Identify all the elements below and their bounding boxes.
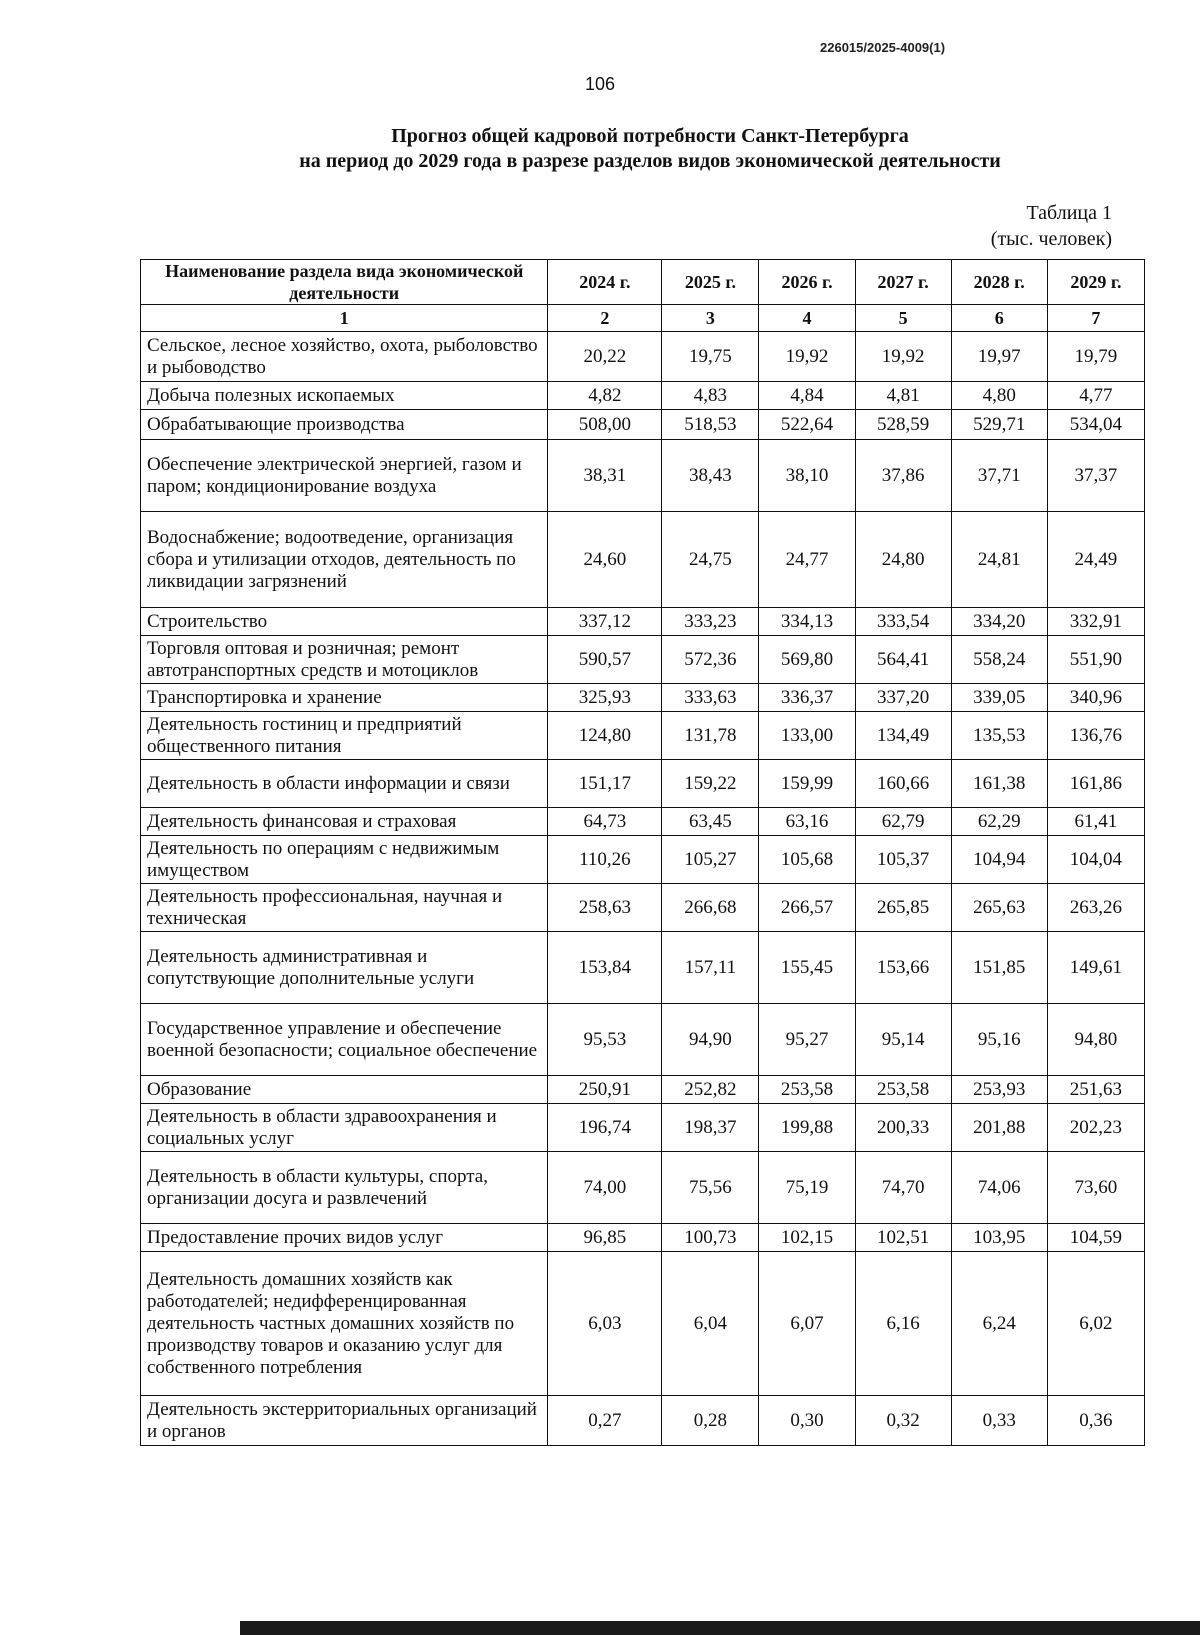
value-cell: 340,96 [1047,684,1144,712]
header-year: 2024 г. [548,260,662,305]
value-cell: 332,91 [1047,608,1144,636]
value-cell: 37,71 [951,440,1047,512]
value-cell: 266,57 [759,884,855,932]
value-cell: 104,04 [1047,836,1144,884]
scan-edge-bar [240,1621,1200,1635]
column-number: 6 [951,305,1047,332]
value-cell: 508,00 [548,410,662,440]
table-row [141,836,1145,884]
value-cell: 75,19 [759,1152,855,1224]
document-title [200,124,1100,174]
activity-name-cell: Торговля оптовая и розничная; ремонт автотранспортных средств и мотоциклов [141,636,548,684]
value-cell: 160,66 [855,760,951,808]
value-cell: 0,27 [548,1396,662,1446]
value-cell: 19,92 [855,332,951,382]
activity-name-cell: Транспортировка и хранение [141,684,548,712]
value-cell: 110,26 [548,836,662,884]
table-row [141,1396,1145,1446]
value-cell: 63,16 [759,808,855,836]
value-cell: 4,80 [951,382,1047,410]
header-year: 2028 г. [951,260,1047,305]
value-cell: 62,29 [951,808,1047,836]
value-cell: 253,93 [951,1076,1047,1104]
value-cell: 131,78 [662,712,759,760]
value-cell: 6,04 [662,1252,759,1396]
activity-name-cell: Образование [141,1076,548,1104]
value-cell: 24,81 [951,512,1047,608]
table-row [141,636,1145,684]
value-cell: 551,90 [1047,636,1144,684]
activity-name-cell: Деятельность профессиональная, научная и техническая [141,884,548,932]
value-cell: 105,37 [855,836,951,884]
activity-name-cell: Деятельность в области культуры, спорта, организации досуга и развлечений [141,1152,548,1224]
value-cell: 337,12 [548,608,662,636]
value-cell: 159,22 [662,760,759,808]
value-cell: 94,90 [662,1004,759,1076]
table-row [141,1152,1145,1224]
value-cell: 155,45 [759,932,855,1004]
value-cell: 4,81 [855,382,951,410]
activity-name-cell: Сельское, лесное хозяйство, охота, рыболовство и рыбоводство [141,332,548,382]
table-row [141,1252,1145,1396]
header-year: 2027 г. [855,260,951,305]
value-cell: 63,45 [662,808,759,836]
value-cell: 4,77 [1047,382,1144,410]
value-cell: 37,86 [855,440,951,512]
value-cell: 24,75 [662,512,759,608]
title-line-2: на период до 2029 года в разрезе разделов видов экономической деятельности [299,150,1001,172]
activity-name-cell: Деятельность домашних хозяйств как работодателей; недифференцированная деятельность частных домашних хозяйств по производству товаров и оказанию услуг для собственного потребления [141,1252,548,1396]
column-number: 2 [548,305,662,332]
value-cell: 134,49 [855,712,951,760]
value-cell: 569,80 [759,636,855,684]
column-numbers-row [141,305,1145,332]
value-cell: 151,85 [951,932,1047,1004]
column-number: 3 [662,305,759,332]
value-cell: 74,00 [548,1152,662,1224]
activity-name-cell: Деятельность административная и сопутствующие дополнительные услуги [141,932,548,1004]
table-row [141,932,1145,1004]
page-number: 106 [584,74,616,94]
value-cell: 24,60 [548,512,662,608]
value-cell: 265,63 [951,884,1047,932]
value-cell: 95,53 [548,1004,662,1076]
value-cell: 528,59 [855,410,951,440]
table-unit: (тыс. человек) [990,228,1112,250]
value-cell: 61,41 [1047,808,1144,836]
value-cell: 104,94 [951,836,1047,884]
value-cell: 95,16 [951,1004,1047,1076]
header-activity: Наименование раздела вида экономической деятельности [141,260,548,305]
value-cell: 102,15 [759,1224,855,1252]
value-cell: 6,03 [548,1252,662,1396]
value-cell: 159,99 [759,760,855,808]
value-cell: 161,86 [1047,760,1144,808]
value-cell: 135,53 [951,712,1047,760]
value-cell: 38,43 [662,440,759,512]
value-cell: 151,17 [548,760,662,808]
value-cell: 572,36 [662,636,759,684]
value-cell: 149,61 [1047,932,1144,1004]
value-cell: 6,02 [1047,1252,1144,1396]
value-cell: 94,80 [1047,1004,1144,1076]
value-cell: 6,07 [759,1252,855,1396]
activity-name-cell: Деятельность по операциям с недвижимым имуществом [141,836,548,884]
table-row [141,440,1145,512]
value-cell: 0,30 [759,1396,855,1446]
table-row [141,512,1145,608]
value-cell: 102,51 [855,1224,951,1252]
table-row [141,760,1145,808]
value-cell: 153,66 [855,932,951,1004]
table-row [141,1104,1145,1152]
value-cell: 100,73 [662,1224,759,1252]
value-cell: 201,88 [951,1104,1047,1152]
value-cell: 74,70 [855,1152,951,1224]
activity-name-cell: Деятельность в области здравоохранения и социальных услуг [141,1104,548,1152]
activity-name-cell: Водоснабжение; водоотведение, организация сбора и утилизации отходов, деятельность по ликвидации загрязнений [141,512,548,608]
value-cell: 590,57 [548,636,662,684]
value-cell: 325,93 [548,684,662,712]
value-cell: 19,97 [951,332,1047,382]
value-cell: 75,56 [662,1152,759,1224]
value-cell: 38,10 [759,440,855,512]
value-cell: 564,41 [855,636,951,684]
value-cell: 64,73 [548,808,662,836]
header-year: 2026 г. [759,260,855,305]
table-label: Таблица 1 [1026,202,1112,224]
value-cell: 24,77 [759,512,855,608]
value-cell: 157,11 [662,932,759,1004]
value-cell: 105,68 [759,836,855,884]
column-number: 7 [1047,305,1144,332]
value-cell: 6,16 [855,1252,951,1396]
value-cell: 124,80 [548,712,662,760]
value-cell: 74,06 [951,1152,1047,1224]
value-cell: 333,23 [662,608,759,636]
value-cell: 253,58 [855,1076,951,1104]
header-year: 2025 г. [662,260,759,305]
activity-name-cell: Строительство [141,608,548,636]
value-cell: 62,79 [855,808,951,836]
table-row [141,608,1145,636]
value-cell: 198,37 [662,1104,759,1152]
value-cell: 0,28 [662,1396,759,1446]
value-cell: 24,49 [1047,512,1144,608]
table-row [141,1224,1145,1252]
value-cell: 339,05 [951,684,1047,712]
value-cell: 37,37 [1047,440,1144,512]
value-cell: 19,79 [1047,332,1144,382]
value-cell: 38,31 [548,440,662,512]
value-cell: 253,58 [759,1076,855,1104]
value-cell: 19,92 [759,332,855,382]
table-row [141,1076,1145,1104]
value-cell: 263,26 [1047,884,1144,932]
table-row [141,332,1145,382]
value-cell: 250,91 [548,1076,662,1104]
value-cell: 0,33 [951,1396,1047,1446]
value-cell: 258,63 [548,884,662,932]
table-row [141,410,1145,440]
activity-name-cell: Обрабатывающие производства [141,410,548,440]
activity-name-cell: Деятельность экстерриториальных организаций и органов [141,1396,548,1446]
title-line-1: Прогноз общей кадровой потребности Санкт-Петербурга [391,125,909,147]
column-number: 5 [855,305,951,332]
value-cell: 333,54 [855,608,951,636]
value-cell: 334,20 [951,608,1047,636]
value-cell: 252,82 [662,1076,759,1104]
header-year: 2029 г. [1047,260,1144,305]
table-row [141,884,1145,932]
value-cell: 6,24 [951,1252,1047,1396]
value-cell: 202,23 [1047,1104,1144,1152]
document-id: 226015/2025-4009(1) [820,40,946,55]
value-cell: 104,59 [1047,1224,1144,1252]
value-cell: 153,84 [548,932,662,1004]
value-cell: 103,95 [951,1224,1047,1252]
value-cell: 333,63 [662,684,759,712]
value-cell: 95,27 [759,1004,855,1076]
value-cell: 265,85 [855,884,951,932]
value-cell: 105,27 [662,836,759,884]
table-row [141,684,1145,712]
value-cell: 558,24 [951,636,1047,684]
activity-name-cell: Деятельность в области информации и связи [141,760,548,808]
value-cell: 534,04 [1047,410,1144,440]
value-cell: 529,71 [951,410,1047,440]
table-row [141,712,1145,760]
value-cell: 266,68 [662,884,759,932]
value-cell: 4,84 [759,382,855,410]
value-cell: 0,36 [1047,1396,1144,1446]
value-cell: 199,88 [759,1104,855,1152]
value-cell: 161,38 [951,760,1047,808]
activity-name-cell: Деятельность гостиниц и предприятий общественного питания [141,712,548,760]
value-cell: 19,75 [662,332,759,382]
value-cell: 95,14 [855,1004,951,1076]
value-cell: 196,74 [548,1104,662,1152]
value-cell: 0,32 [855,1396,951,1446]
table-row [141,1004,1145,1076]
column-number: 4 [759,305,855,332]
table-row [141,382,1145,410]
value-cell: 251,63 [1047,1076,1144,1104]
value-cell: 20,22 [548,332,662,382]
value-cell: 334,13 [759,608,855,636]
table-header-row [141,260,1145,305]
value-cell: 336,37 [759,684,855,712]
value-cell: 73,60 [1047,1152,1144,1224]
column-number: 1 [141,305,548,332]
activity-name-cell: Деятельность финансовая и страховая [141,808,548,836]
value-cell: 518,53 [662,410,759,440]
value-cell: 133,00 [759,712,855,760]
activity-name-cell: Добыча полезных ископаемых [141,382,548,410]
activity-name-cell: Предоставление прочих видов услуг [141,1224,548,1252]
value-cell: 4,83 [662,382,759,410]
value-cell: 96,85 [548,1224,662,1252]
activity-name-cell: Обеспечение электрической энергией, газом и паром; кондиционирование воздуха [141,440,548,512]
value-cell: 200,33 [855,1104,951,1152]
table-row [141,808,1145,836]
value-cell: 337,20 [855,684,951,712]
value-cell: 24,80 [855,512,951,608]
value-cell: 136,76 [1047,712,1144,760]
value-cell: 522,64 [759,410,855,440]
forecast-table [140,259,1145,1446]
activity-name-cell: Государственное управление и обеспечение военной безопасности; социальное обеспечение [141,1004,548,1076]
value-cell: 4,82 [548,382,662,410]
